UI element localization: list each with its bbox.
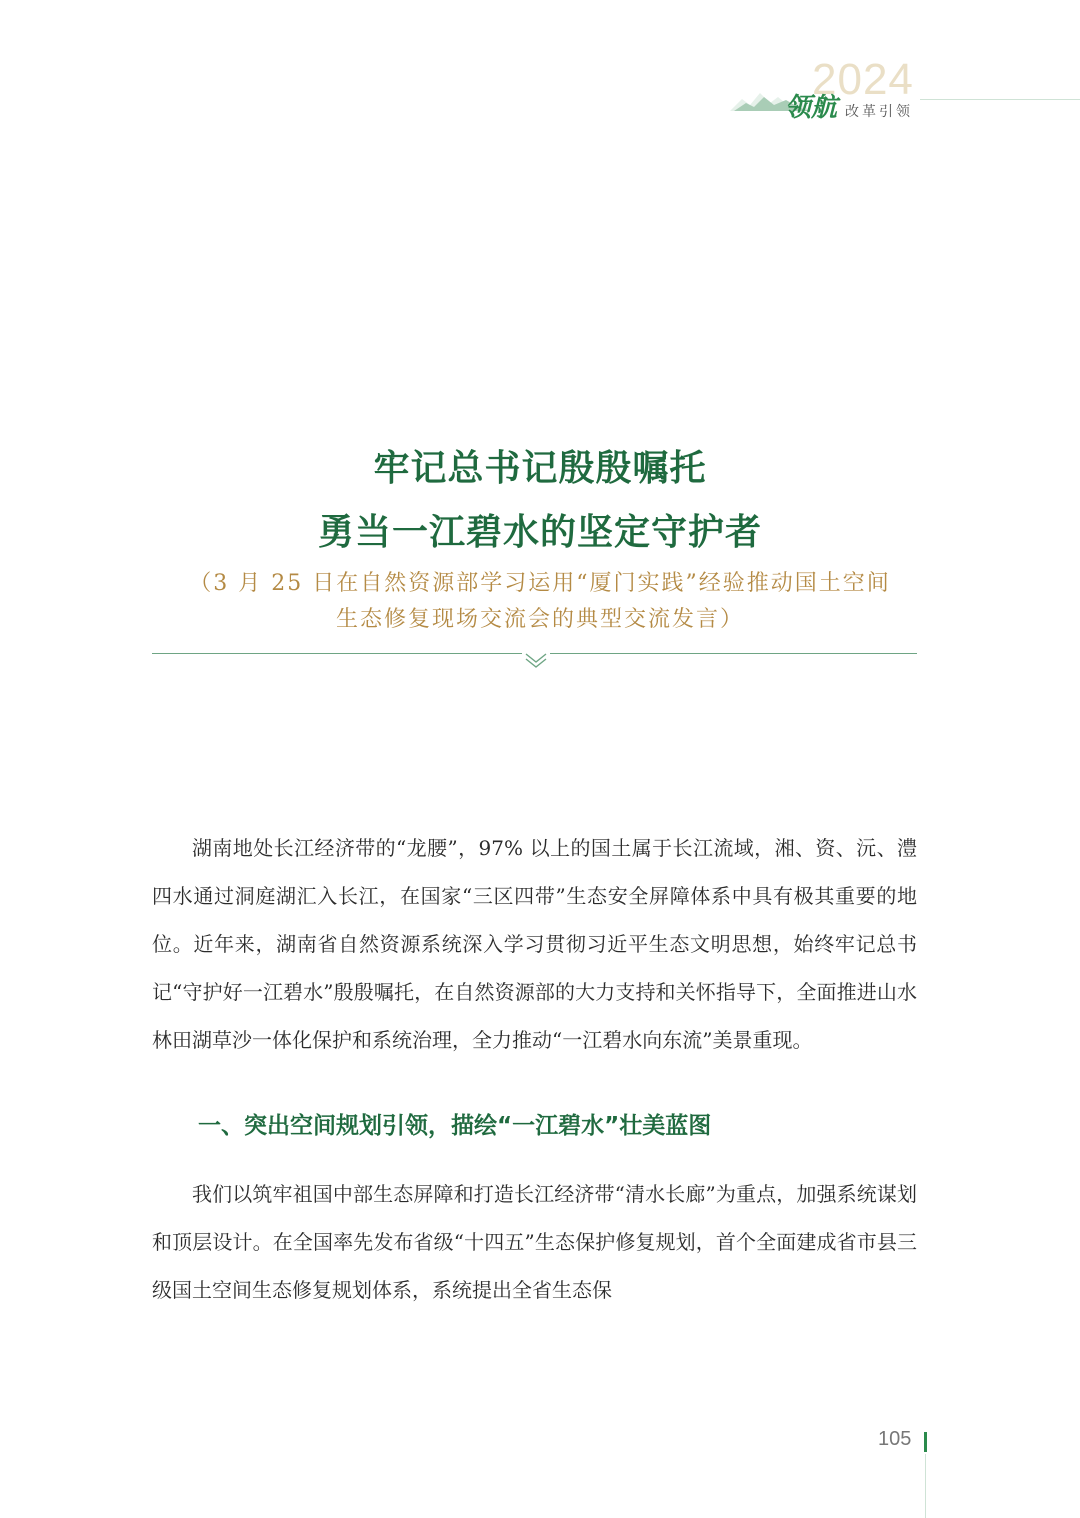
page-number: 105 — [878, 1428, 912, 1450]
article-subtitle-line-2: 生态修复现场交流会的典型交流发言） — [335, 607, 744, 632]
margin-rule — [925, 1454, 926, 1518]
article-body — [152, 824, 917, 1314]
article-title-line-1: 牢记总书记殷殷嘱托 — [373, 447, 707, 489]
header-rule — [920, 99, 1080, 100]
body-paragraph-2: 我们以筑牢祖国中部生态屏障和打造长江经济带“清水长廊”为重点，加强系统谋划和顶层设计。在全国率先发布省级“十四五”生态保护修复规划，首个全面建成省市县三级国土空间生态修复规划体系，系统提出全省生态保 — [152, 1182, 917, 1302]
article-subtitle-line-1: （3 月 25 日在自然资源部学习运用“厦门实践”经验推动国土空间 — [189, 571, 891, 596]
chevron-down-icon — [522, 652, 550, 670]
article-title-block — [0, 436, 1080, 638]
header-subtitle: 改革引领 — [845, 104, 913, 120]
article-title-line-2: 勇当一江碧水的坚定守护者 — [317, 511, 762, 553]
running-header — [720, 55, 1080, 125]
header-brand: 领航 — [785, 93, 838, 123]
body-paragraph-1: 湖南地处长江经济带的“龙腰”，97% 以上的国土属于长江流域，湘、资、沅、澧四水通过洞庭湖汇入长江，在国家“三区四带”生态安全屏障体系中具有极其重要的地位。近年来，湖南省自然资源系统深入学习贯彻习近平生态文明思想，始终牢记总书记“守护好一江碧水”殷殷嘱托，在自然资源部的大力支持和关怀指导下，全面推进山水林田湖草沙一体化保护和系统治理，全力推动“一江碧水向东流”美景重现。 — [152, 836, 917, 1052]
section-heading-1: 一、突出空间规划引领，描绘“一江碧水”壮美蓝图 — [198, 1113, 712, 1139]
header-year: 2024 — [812, 55, 914, 104]
page-number-marker — [924, 1432, 927, 1452]
